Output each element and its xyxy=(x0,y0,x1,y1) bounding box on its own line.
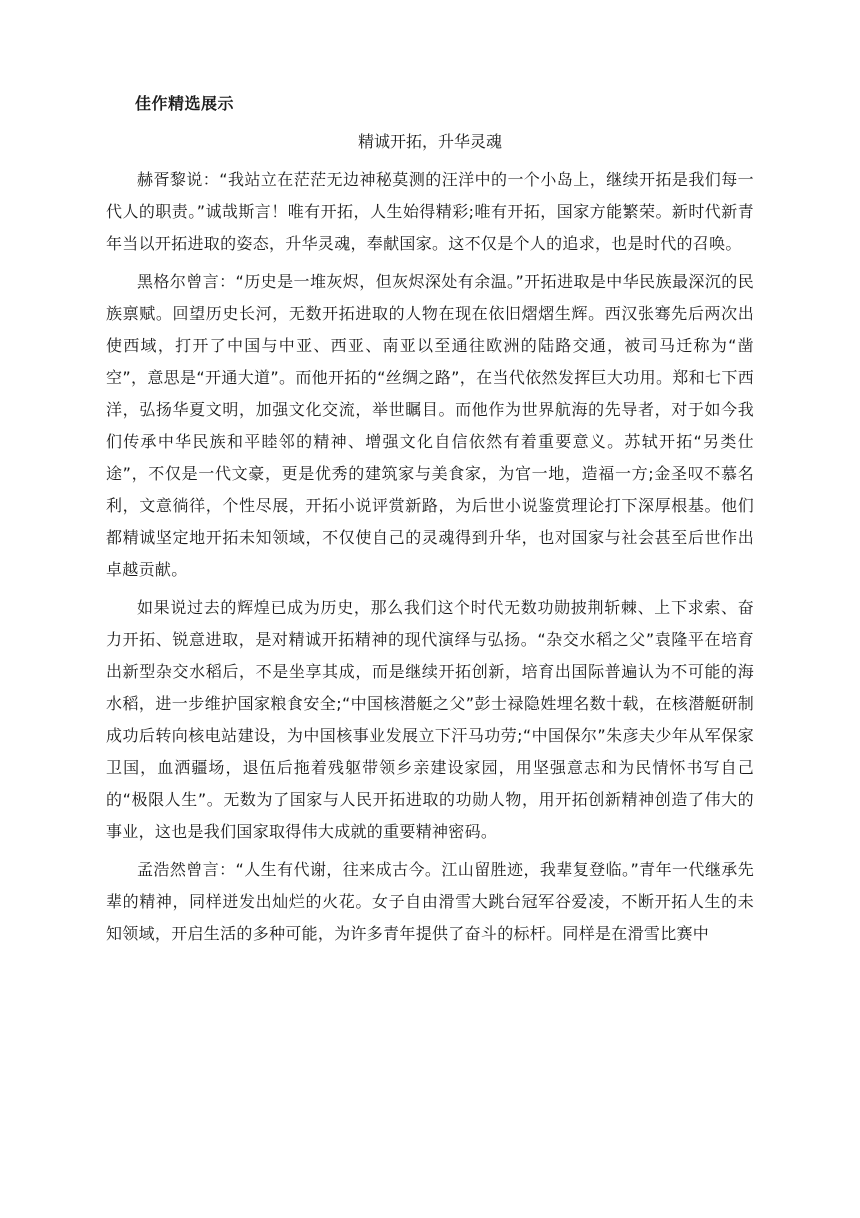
essay-body xyxy=(106,164,754,956)
essay-title: 精诚开拓，升华灵魂 xyxy=(357,132,502,151)
paragraph: 黑格尔曾言：“历史是一堆灰烬，但灰烬深处有余温。”开拓进取是中华民族最深沉的民族禀赋。回望历史长河，无数开拓进取的人物在现在依旧熠熠生辉。西汉张骞先后两次出使西域，打开了中国与中亚、西亚、南亚以至通往欧洲的陆路交通，被司马迁称为“凿空”，意思是“开通大道”。而他开拓的“丝绸之路”，在当代依然发挥巨大功用。郑和七下西洋，弘扬华夏文明，加强文化交流，举世瞩目。而他作为世界航海的先导者，对于如今我们传承中华民族和平睦邻的精神、增强文化自信依然有着重要意义。苏轼开拓“另类仕途”，不仅是一代文豪，更是优秀的建筑家与美食家，为官一地，造福一方;金圣叹不慕名利，文意徜徉，个性尽展，开拓小说评赏新路，为后世小说鉴赏理论打下深厚根基。他们都精诚坚定地开拓未知领域，不仅使自己的灵魂得到升华，也对国家与社会甚至后世作出卓越贡献。 xyxy=(106,272,754,579)
paragraph: 如果说过去的辉煌已成为历史，那么我们这个时代无数功勋披荆斩棘、上下求索、奋力开拓、锐意进取，是对精诚开拓精神的现代演绎与弘扬。“杂交水稻之父”袁隆平在培育出新型杂交水稻后，不是坐享其成，而是继续开拓创新，培育出国际普遍认为不可能的海水稻，进一步维护国家粮食安全;“中国核潜艇之父”彭士禄隐姓埋名数十载，在核潜艇研制成功后转向核电站建设，为中国核事业发展立下汗马功劳;“中国保尔”朱彦夫少年从军保家卫国，血洒疆场，退伍后拖着残躯带领乡亲建设家园，用坚强意志和为民情怀书写自己的“极限人生”。无数为了国家与人民开拓进取的功勋人物，用开拓创新精神创造了伟大的事业，这也是我们国家取得伟大成就的重要精神密码。 xyxy=(106,598,754,841)
paragraph: 孟浩然曾言：“人生有代谢，往来成古今。江山留胜迹，我辈复登临。”青年一代继承先辈的精神，同样迸发出灿烂的火花。女子自由滑雪大跳台冠军谷爱凌，不断开拓人生的未知领域，开启生活的多种可能，为许多青年提供了奋斗的标杆。同样是在滑雪比赛中 xyxy=(106,860,754,943)
paragraph: 赫胥黎说：“我站立在茫茫无边神秘莫测的汪洋中的一个小岛上，继续开拓是我们每一代人的职责。”诚哉斯言！唯有开拓，人生始得精彩;唯有开拓，国家方能繁荣。新时代新青年当以开拓进取的姿态，升华灵魂，奉献国家。这不仅是个人的追求，也是时代的召唤。 xyxy=(106,170,754,253)
section-heading: 佳作精选展示 xyxy=(135,94,235,113)
